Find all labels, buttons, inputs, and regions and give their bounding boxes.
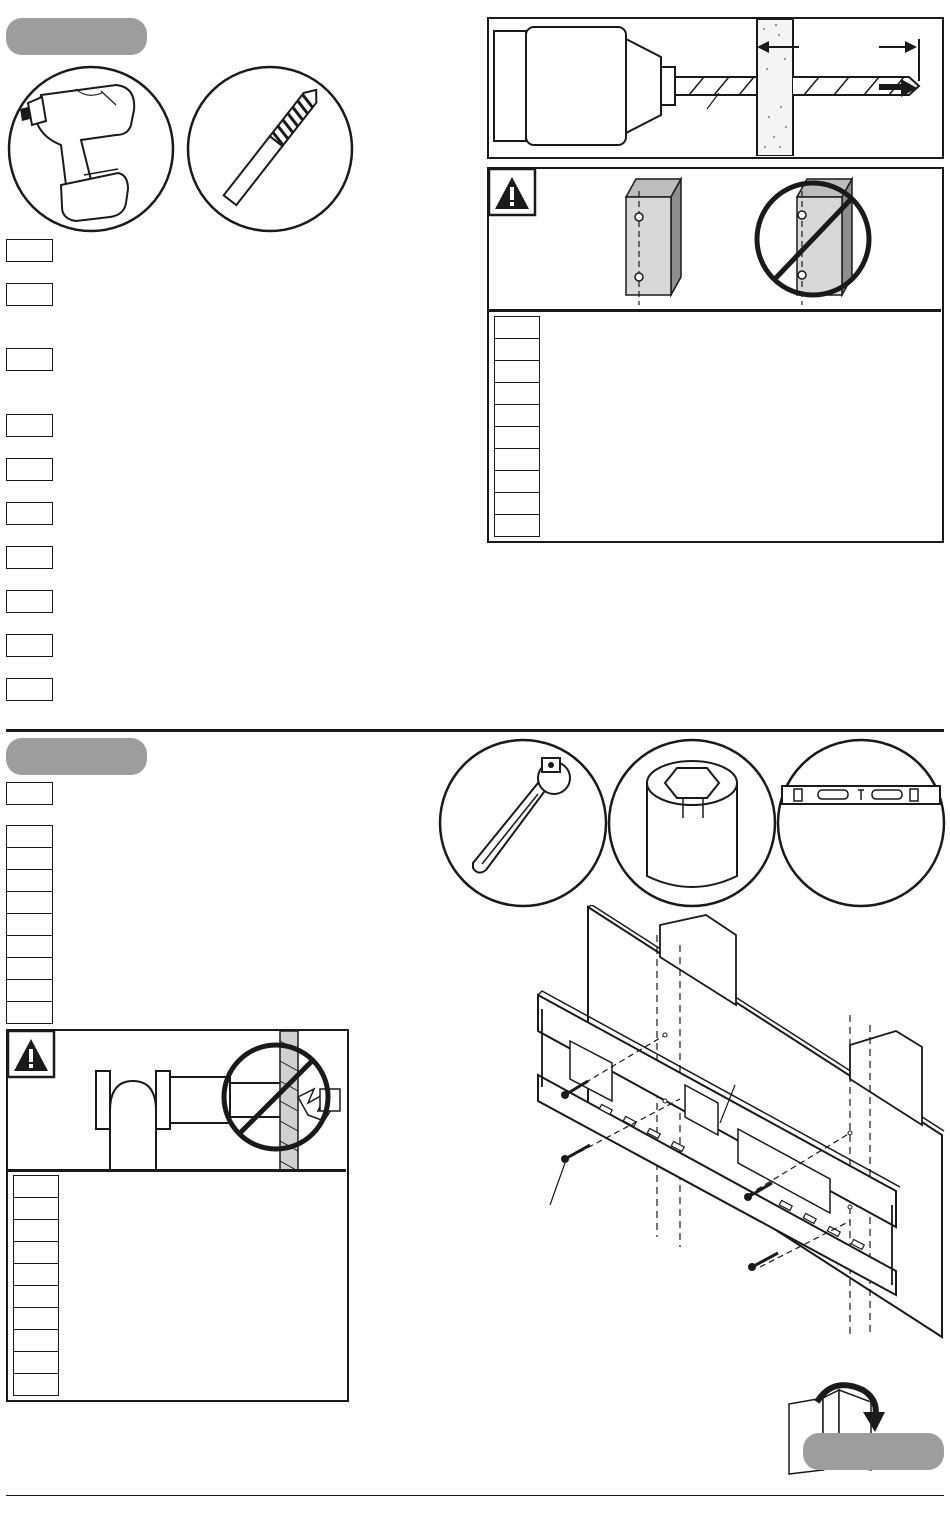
step-label-box (6, 782, 53, 805)
panel-label-box (494, 338, 540, 361)
step-label-box (6, 348, 53, 371)
cordless-drill-icon (6, 65, 176, 233)
panel-label-box (13, 1175, 59, 1198)
step-label-box (6, 590, 53, 613)
step-label-box (6, 502, 53, 525)
panel-label-box (13, 1329, 59, 1352)
panel-label-box (494, 470, 540, 493)
drill-depth-panel (487, 17, 944, 159)
panel-label-box (13, 1351, 59, 1374)
panel-label-box (494, 404, 540, 427)
panel-label-box (13, 1373, 59, 1396)
step-label-box (6, 891, 53, 914)
overtighten-warning-panel (6, 1029, 349, 1402)
socket-wrench-icon (438, 738, 608, 908)
panel-divider (8, 1169, 346, 1172)
panel-label-box (494, 448, 540, 471)
panel-divider (489, 309, 941, 312)
drill-bit-icon (185, 65, 355, 233)
step-label-box (6, 678, 53, 701)
step-label-box (6, 825, 53, 848)
step-label-box (6, 239, 53, 262)
step-label-box (6, 913, 53, 936)
hex-socket-icon (607, 738, 777, 908)
stud-correct-icon (626, 179, 681, 305)
panel-label-box (494, 514, 540, 537)
step-label-box (6, 1001, 53, 1024)
panel-label-box (13, 1263, 59, 1286)
step-label-box (6, 414, 53, 437)
panel-label-box (13, 1219, 59, 1242)
section-2-tab (6, 738, 147, 775)
step-label-box (6, 634, 53, 657)
drill-chuck-icon (489, 19, 941, 156)
panel-label-box (494, 492, 540, 515)
next-page-tab (803, 1433, 944, 1470)
section-1-tab (6, 18, 147, 55)
step-label-box (6, 957, 53, 980)
stud-warning-panel (487, 167, 944, 543)
panel-label-box (494, 316, 540, 339)
step-label-box (6, 847, 53, 870)
panel-label-box (13, 1197, 59, 1220)
panel-label-box (494, 426, 540, 449)
panel-label-box (494, 382, 540, 405)
panel-label-box (13, 1241, 59, 1264)
step-label-box (6, 546, 53, 569)
step-label-box (6, 283, 53, 306)
step-label-box (6, 458, 53, 481)
bubble-level-icon (776, 738, 946, 908)
stud-incorrect-prohibited-icon (757, 179, 869, 305)
panel-label-box (13, 1307, 59, 1330)
wall-plate-on-studs-icon (520, 905, 945, 1340)
step-label-box (6, 935, 53, 958)
section-separator (6, 729, 944, 732)
step-label-box (6, 979, 53, 1002)
panel-label-box (13, 1285, 59, 1308)
panel-label-box (494, 360, 540, 383)
step-label-box (6, 869, 53, 892)
footer-rule (6, 1495, 944, 1496)
